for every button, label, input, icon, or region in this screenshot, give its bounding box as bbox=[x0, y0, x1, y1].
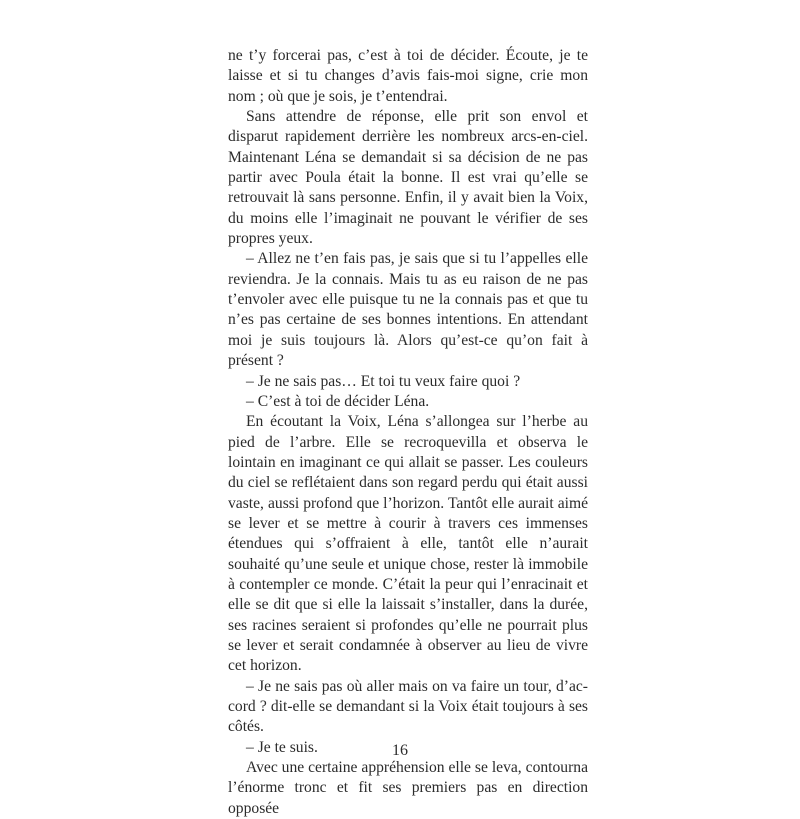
page-number: 16 bbox=[392, 742, 408, 759]
dialogue-line: – Je ne sais pas où aller mais on va faire un tour, d’accord ? dit-elle se demandant si la Voix était toujours à ses côtés. bbox=[228, 677, 588, 736]
dialogue-line: – Je te suis. bbox=[246, 738, 318, 756]
paragraph: ne t’y forcerai pas, c’est à toi de décider. Écoute, je te laisse et si tu changes d’avis fais-moi signe, crie mon nom ; où que je sois, je t’entendrai. bbox=[228, 47, 588, 105]
dialogue-line: – C’est à toi de décider Léna. bbox=[246, 392, 430, 410]
body-text bbox=[228, 46, 588, 819]
dialogue-line: – Je ne sais pas… Et toi tu veux faire quoi ? bbox=[246, 372, 521, 390]
paragraph: En écoutant la Voix, Léna s’allongea sur l’herbe au pied de l’arbre. Elle se recroquevilla et observa le lointain en imaginant ce qui allait se passer. Les couleurs du ciel se reflétaient dans son regard perdu qui était aussi vaste, aussi profond que l’horizon. Tantôt elle aurait aimé se lever et se mettre à courir à travers ces immenses étendues qui s’offraient à elle, tantôt elle n’aurait souhaité qu’une seule et unique chose, rester là immobile à contempler ce monde. C’était la peur qui l’enracinait et elle se dit que si elle la laissait s’installer, dans la durée, ses racines seraient si profondes qu’elle ne pourrait plus se lever et serait condamnée à observer au lieu de vivre cet horizon. bbox=[228, 413, 588, 675]
dialogue-line: – Allez ne t’en fais pas, je sais que si tu l’appelles elle reviendra. Je la connais. Mais tu as eu raison de ne pas t’envoler avec elle puisque tu ne la connais pas et que tu n’es pas certaine de ses bonnes intentions. En attendant moi je suis toujours là. Alors qu’est-ce qu’on fait à présent ? bbox=[228, 250, 588, 370]
paragraph: Sans attendre de réponse, elle prit son envol et disparut rapidement derrière les nombreux arcs-en-ciel. Maintenant Léna se demandait si sa décision de ne pas partir avec Poula était la bonne. Il est vrai qu’elle se retrouvait là sans personne. Enfin, il y avait bien la Voix, du moins elle l’imaginait ne pouvant le vérifier de ses propres yeux. bbox=[228, 108, 588, 248]
paragraph: Avec une certaine appréhension elle se leva, contourna l’énorme tronc et fit ses premiers pas en direction opposée bbox=[228, 759, 588, 817]
